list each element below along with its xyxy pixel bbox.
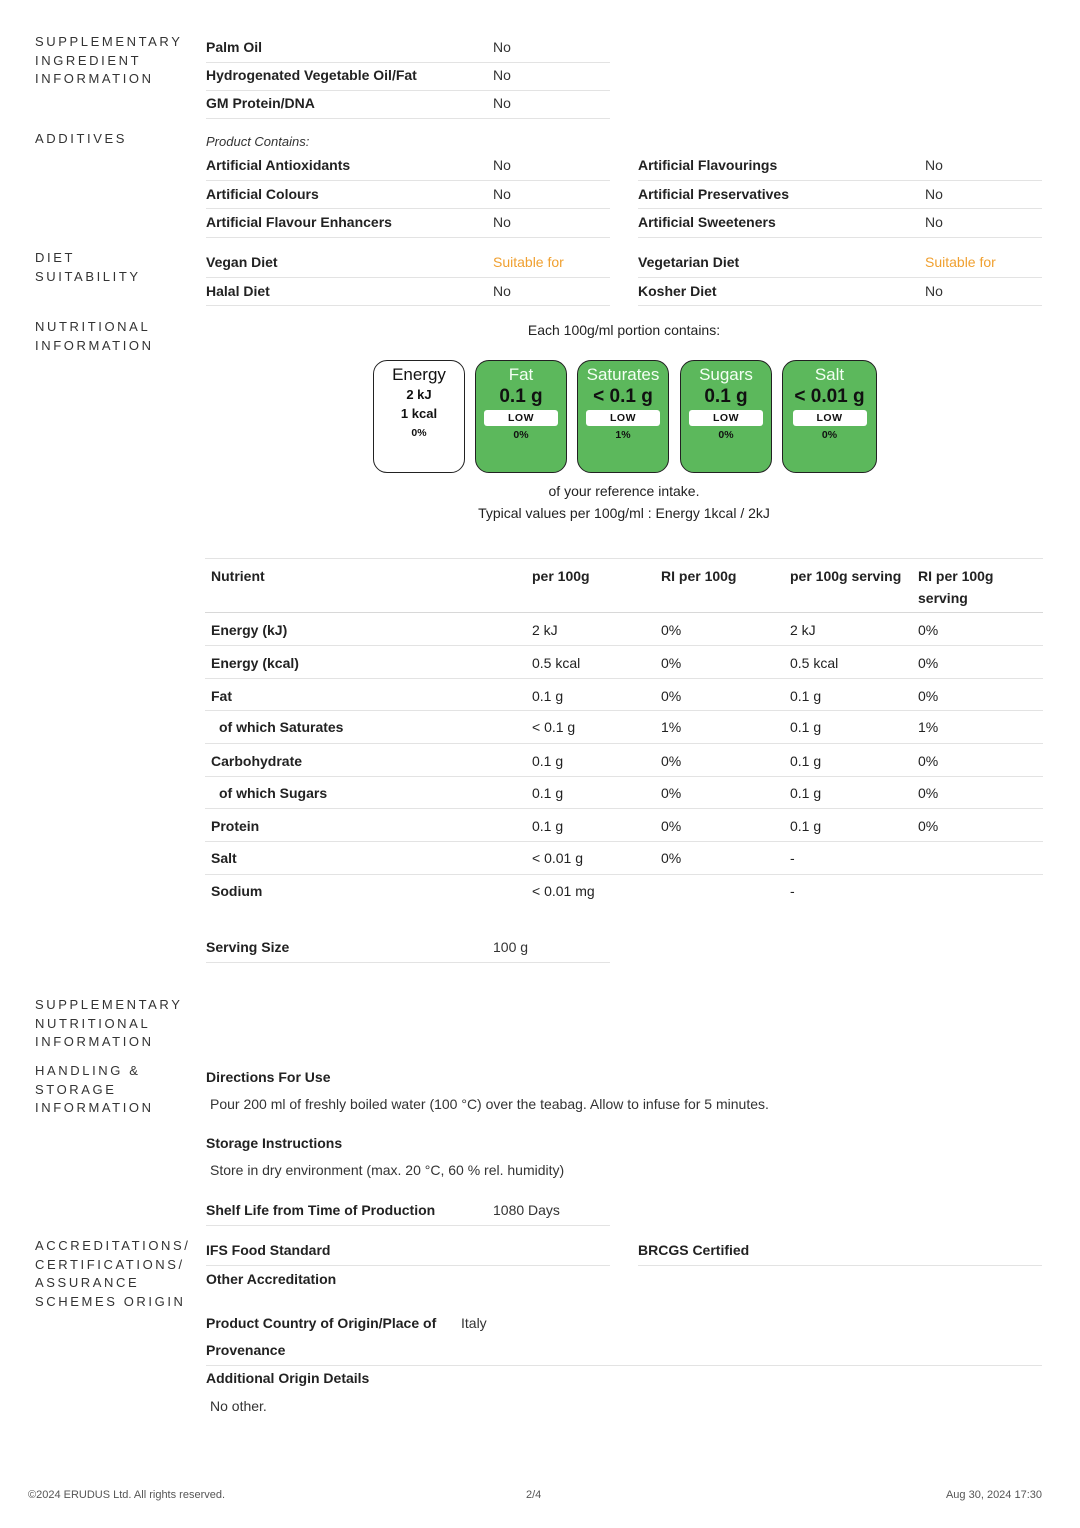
additive-key: Artificial Preservatives xyxy=(638,186,789,202)
divider xyxy=(206,237,610,238)
footer-date: Aug 30, 2024 17:30 xyxy=(945,1489,1042,1501)
serving-size-key: Serving Size xyxy=(206,939,290,955)
table-header-cell: RI per 100g xyxy=(661,568,737,584)
table-row xyxy=(205,679,1043,711)
directions-text: Pour 200 ml of freshly boiled water (100 °C) over the teabag. Allow to infuse for 5 minutes. xyxy=(210,1096,769,1112)
table-header-cell: Nutrient xyxy=(211,568,265,584)
divider xyxy=(638,305,1042,306)
table-cell: 0% xyxy=(661,850,682,866)
traffic-name: Salt xyxy=(814,365,845,384)
shelf-life-key: Shelf Life from Time of Production xyxy=(206,1202,436,1218)
table-cell: 0.1 g xyxy=(790,785,822,801)
table-row xyxy=(205,842,1043,875)
traffic-level-badge: LOW xyxy=(484,410,558,426)
divider xyxy=(206,90,610,91)
table-cell: 0.1 g xyxy=(532,785,564,801)
traffic-pct: 0% xyxy=(411,427,427,439)
table-cell: 0.1 g xyxy=(790,753,822,769)
table-cell: < 0.01 g xyxy=(532,850,583,866)
storage-text: Store in dry environment (max. 20 °C, 60 % rel. humidity) xyxy=(210,1162,565,1178)
additives-intro: Product Contains: xyxy=(206,134,310,149)
additive-value: No xyxy=(925,214,943,230)
additive-value: No xyxy=(493,186,511,202)
section-label-additives: ADDITIVES xyxy=(35,131,128,146)
table-row xyxy=(205,646,1043,679)
table-cell: < 0.1 g xyxy=(532,719,576,735)
serving-size-value: 100 g xyxy=(493,939,529,955)
diet-value: No xyxy=(925,283,943,299)
table-header-cell: per 100g serving xyxy=(790,568,902,584)
additive-key: Artificial Sweeteners xyxy=(638,214,776,230)
portion-text: Each 100g/ml portion contains: xyxy=(527,322,721,338)
diet-key: Vegetarian Diet xyxy=(638,254,740,270)
traffic-name: Saturates xyxy=(586,365,660,384)
table-cell: 0% xyxy=(661,688,682,704)
shelf-life-value: 1080 Days xyxy=(493,1202,560,1218)
traffic-pct: 0% xyxy=(513,429,529,441)
divider xyxy=(206,180,610,181)
divider xyxy=(206,1365,1042,1366)
table-cell: 0.1 g xyxy=(532,753,564,769)
traffic-value: 0.1 g xyxy=(499,386,543,407)
table-cell: of which Saturates xyxy=(219,719,344,735)
table-cell: 1% xyxy=(918,719,939,735)
section-label-nutritional: NUTRITIONAL INFORMATION xyxy=(35,319,154,353)
divider xyxy=(638,208,1042,209)
nutrition-table xyxy=(205,558,1043,907)
diet-value: Suitable for xyxy=(493,254,564,270)
divider xyxy=(206,1225,610,1226)
table-row xyxy=(205,613,1043,646)
additive-key: Artificial Flavour Enhancers xyxy=(206,214,392,230)
table-row xyxy=(205,809,1043,842)
divider xyxy=(206,962,610,963)
table-cell: Fat xyxy=(211,688,232,704)
divider xyxy=(638,277,1042,278)
divider xyxy=(206,1265,610,1266)
table-row xyxy=(205,875,1043,907)
traffic-level-badge: LOW xyxy=(586,410,660,426)
additive-key: Artificial Antioxidants xyxy=(206,157,351,173)
additive-key: Artificial Colours xyxy=(206,186,319,202)
section-label-supplementary-nutritional: SUPPLEMENTARY NUTRITIONAL INFORMATION xyxy=(35,997,183,1049)
traffic-name: Energy xyxy=(392,365,446,384)
divider xyxy=(638,180,1042,181)
table-cell: 2 kJ xyxy=(532,622,558,638)
table-cell: Protein xyxy=(211,818,260,834)
traffic-label-sugars xyxy=(680,360,772,473)
divider xyxy=(638,237,1042,238)
ingredient-key: Palm Oil xyxy=(206,39,263,55)
ifs-standard-key: IFS Food Standard xyxy=(206,1242,331,1258)
traffic-label-saturates xyxy=(577,360,669,473)
table-cell: 0.5 kcal xyxy=(790,655,839,671)
table-cell: 0.1 g xyxy=(790,688,822,704)
section-label-handling: HANDLING & STORAGE INFORMATION xyxy=(35,1063,154,1115)
storage-title: Storage Instructions xyxy=(206,1135,343,1151)
traffic-label-energy xyxy=(373,360,465,473)
table-row xyxy=(205,777,1043,809)
brcgs-key: BRCGS Certified xyxy=(638,1242,750,1258)
ingredient-value: No xyxy=(493,67,511,83)
additive-value: No xyxy=(925,186,943,202)
additive-value: No xyxy=(925,157,943,173)
section-label-supplementary-ingredient: SUPPLEMENTARY INGREDIENT INFORMATION xyxy=(35,34,183,86)
traffic-label-salt xyxy=(782,360,877,473)
additive-value: No xyxy=(493,214,511,230)
table-cell: - xyxy=(790,850,795,866)
footer-page-number: 2/4 xyxy=(526,1489,542,1501)
traffic-label-fat xyxy=(475,360,567,473)
table-cell: 0% xyxy=(918,655,939,671)
table-cell: 0% xyxy=(918,622,939,638)
table-cell: Sodium xyxy=(211,883,263,899)
table-cell: 0.1 g xyxy=(790,719,822,735)
table-cell: of which Sugars xyxy=(219,785,328,801)
divider xyxy=(638,1265,1042,1266)
reference-text: of your reference intake. xyxy=(548,483,700,499)
table-cell: 0% xyxy=(661,785,682,801)
footer-copyright: ©2024 ERUDUS Ltd. All rights reserved. xyxy=(28,1489,226,1501)
diet-value: No xyxy=(493,283,511,299)
traffic-name: Sugars xyxy=(699,365,753,384)
table-cell: 0% xyxy=(661,753,682,769)
table-cell: 0% xyxy=(661,622,682,638)
traffic-sub: 1 kcal xyxy=(400,406,438,421)
table-cell: 0.1 g xyxy=(532,688,564,704)
table-cell: 1% xyxy=(661,719,682,735)
origin-key-line2: Provenance xyxy=(206,1342,286,1358)
table-cell: Salt xyxy=(211,850,237,866)
table-cell: 0% xyxy=(918,818,939,834)
traffic-level-badge: LOW xyxy=(689,410,763,426)
traffic-level-badge: LOW xyxy=(793,410,867,426)
diet-key: Halal Diet xyxy=(206,283,270,299)
traffic-value: 2 kJ xyxy=(406,387,432,402)
table-header-cell: RI per 100g serving xyxy=(918,568,994,606)
table-cell: Carbohydrate xyxy=(211,753,303,769)
table-cell: - xyxy=(790,883,795,899)
traffic-pct: 0% xyxy=(821,429,838,441)
table-cell: Energy (kcal) xyxy=(211,655,299,671)
table-header-cell: per 100g xyxy=(532,568,590,584)
traffic-name: Fat xyxy=(508,365,534,384)
origin-key-line1: Product Country of Origin/Place of xyxy=(206,1315,437,1331)
table-cell: < 0.01 mg xyxy=(532,883,595,899)
table-cell: 0.1 g xyxy=(532,818,564,834)
table-cell: 0.1 g xyxy=(790,818,822,834)
ingredient-key: GM Protein/DNA xyxy=(206,95,315,111)
table-row xyxy=(205,711,1043,744)
divider xyxy=(206,62,610,63)
section-label-diet: DIET SUITABILITY xyxy=(35,250,141,284)
section-label-accreditations: ACCREDITATIONS/ CERTIFICATIONS/ ASSURANCE SCHEMES ORIGIN xyxy=(35,1238,191,1309)
traffic-pct: 1% xyxy=(615,429,631,441)
additional-origin-key: Additional Origin Details xyxy=(206,1370,370,1386)
traffic-value: < 0.1 g xyxy=(593,386,653,407)
table-header-row xyxy=(205,558,1043,613)
divider xyxy=(206,118,610,119)
table-cell: 2 kJ xyxy=(790,622,816,638)
ingredient-value: No xyxy=(493,39,511,55)
origin-value: Italy xyxy=(461,1315,487,1331)
diet-key: Vegan Diet xyxy=(206,254,278,270)
diet-key: Kosher Diet xyxy=(638,283,717,299)
traffic-value: 0.1 g xyxy=(704,386,748,407)
other-accreditation-key: Other Accreditation xyxy=(206,1271,337,1287)
table-row xyxy=(205,744,1043,777)
divider xyxy=(206,305,610,306)
traffic-pct: 0% xyxy=(718,429,734,441)
typical-values-text: Typical values per 100g/ml : Energy 1kcal / 2kJ xyxy=(478,505,770,521)
directions-title: Directions For Use xyxy=(206,1069,331,1085)
diet-value: Suitable for xyxy=(925,254,996,270)
traffic-value: < 0.01 g xyxy=(794,386,865,407)
additive-value: No xyxy=(493,157,511,173)
table-cell: 0% xyxy=(661,818,682,834)
ingredient-key: Hydrogenated Vegetable Oil/Fat xyxy=(206,67,417,83)
table-cell: 0% xyxy=(661,655,682,671)
table-cell: 0% xyxy=(918,688,939,704)
additive-key: Artificial Flavourings xyxy=(638,157,778,173)
table-cell: Energy (kJ) xyxy=(211,622,288,638)
table-cell: 0% xyxy=(918,753,939,769)
divider xyxy=(206,277,610,278)
divider xyxy=(206,208,610,209)
table-cell: 0% xyxy=(918,785,939,801)
table-cell: 0.5 kcal xyxy=(532,655,581,671)
ingredient-value: No xyxy=(493,95,511,111)
additional-origin-value: No other. xyxy=(210,1398,267,1414)
